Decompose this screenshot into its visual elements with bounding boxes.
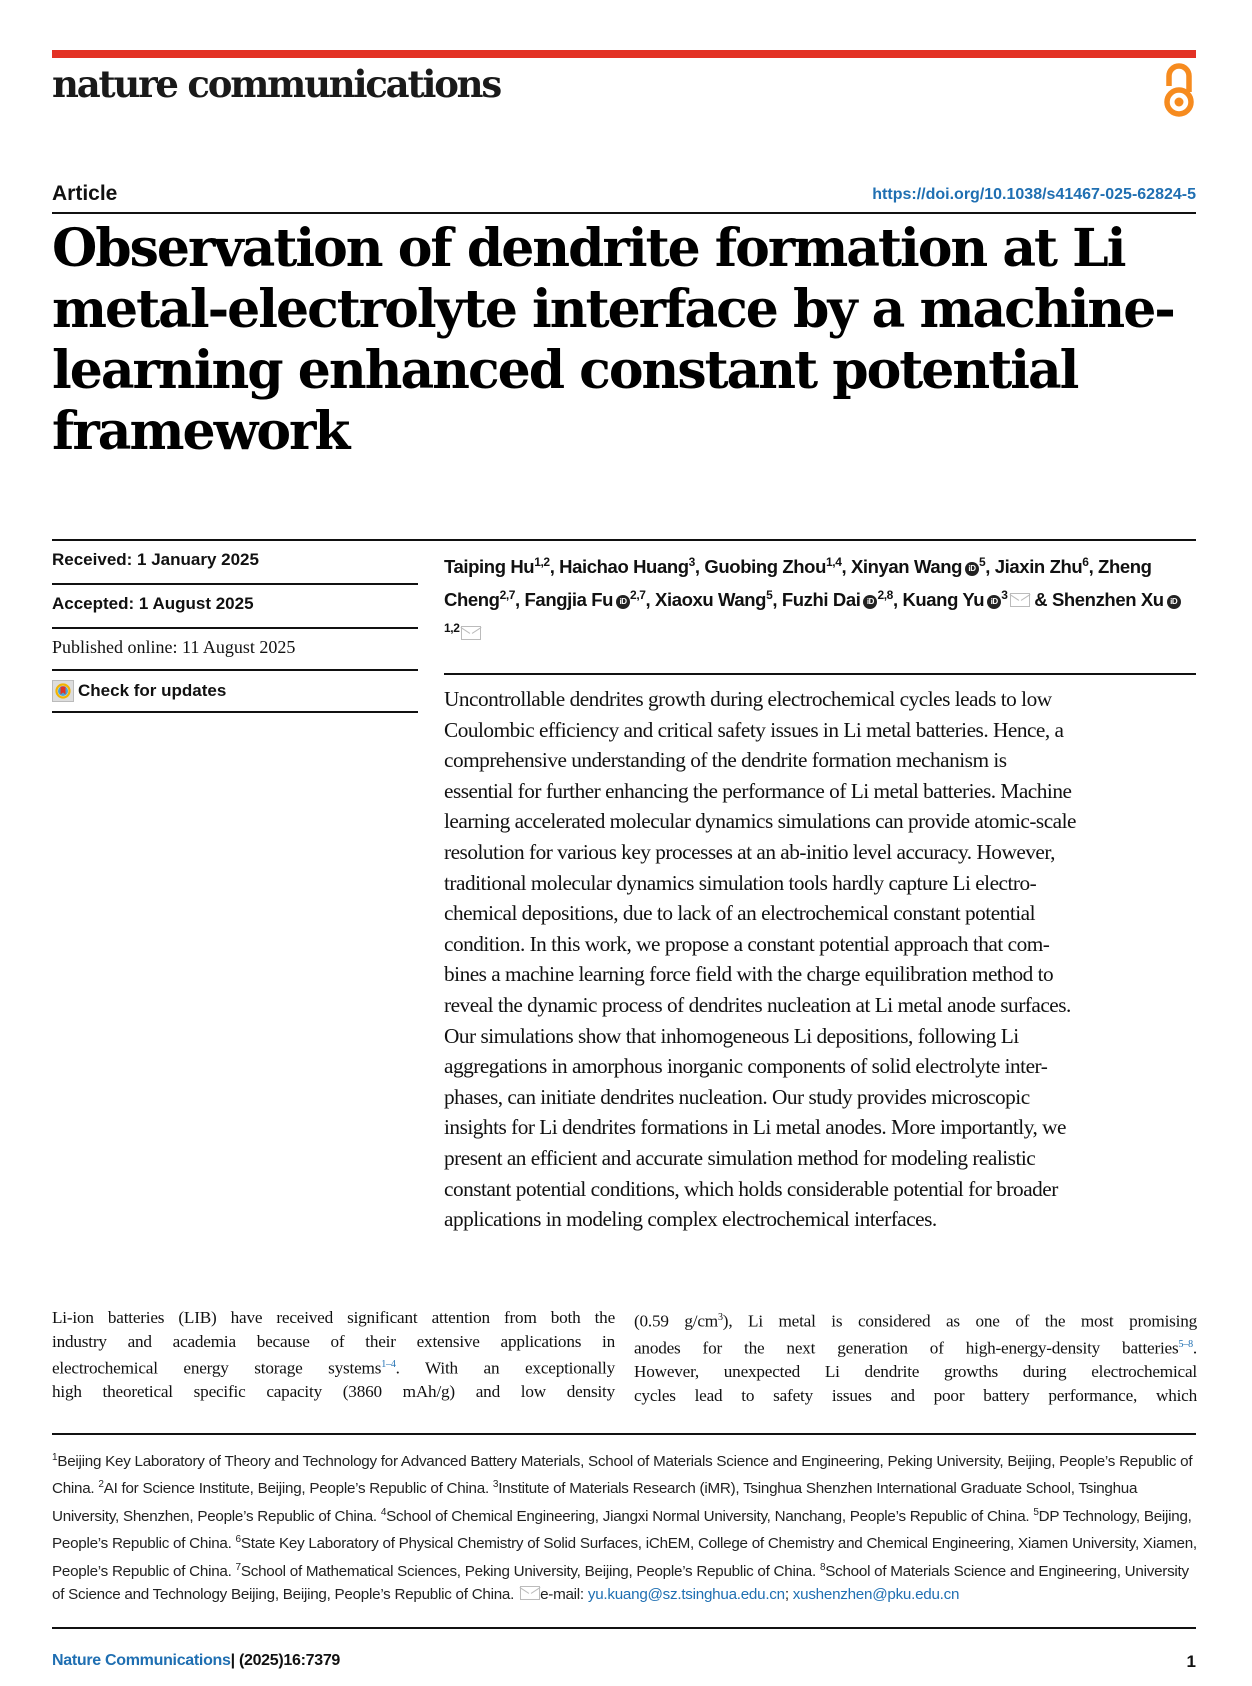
affiliation-text: School of Chemical Engineering, Jiangxi Normal University, Nanchang, People’s Republic of China. — [386, 1508, 1034, 1525]
check-for-updates-button[interactable] — [52, 680, 226, 702]
email-link[interactable]: xushenzhen@pku.edu.cn — [792, 1586, 960, 1604]
envelope-icon[interactable] — [1010, 593, 1030, 607]
meta-divider — [52, 669, 418, 671]
body-line — [634, 1306, 1197, 1333]
email-link[interactable]: yu.kuang@sz.tsinghua.edu.cn — [587, 1586, 785, 1604]
affiliation-number: 8 — [819, 1561, 826, 1573]
author-affiliation-marker: 5 — [766, 588, 773, 603]
footer-volume: | (2025)16:7379 — [230, 1652, 341, 1669]
abstract-line: learning accelerated molecular dynamics simulations can provide atomic-scale — [444, 809, 1076, 834]
envelope-icon — [520, 1586, 540, 1600]
abstract — [444, 684, 1197, 1235]
affiliation-number: 1 — [52, 1452, 58, 1463]
orcid-icon[interactable]: iD — [965, 562, 979, 576]
published-date: Published online: 11 August 2025 — [52, 637, 296, 657]
author-list: Taiping Hu$^{1,2}$, Haichao Huang$^3$, Guobing Zhou$^{1,4}$, Xinyan Wang iD $^5$, Jiaxin Zhu$^6$, Zheng Cheng$^{2,7}$, Fangjia Fu iD $^{2,7}$, Xiaoxu Wang$^5$, Fuzhi Dai iD $^{2,8}$, Kuang Yu iD $^3$ & Shenzhen Xu iD$^{1,2}$ — [444, 548, 1196, 647]
affiliation-text: Beijing Key Laboratory of Theory and Technology for Advanced Battery Materials, School of Materials Science and Engineering, Peking University, Beijing, People’s Republic of China. — [52, 1453, 1193, 1498]
footer-journal-link[interactable]: Nature Communications — [52, 1652, 231, 1669]
abstract-line: Our simulations show that inhomogeneous Li depositions, following Li — [444, 1023, 1019, 1048]
body-line: cycles lead to safety issues and poor battery performance, which — [634, 1385, 1197, 1405]
affiliation-text: School of Mathematical Sciences, Peking University, Beijing, People’s Republic of China. — [240, 1562, 820, 1580]
body-line: high theoretical specific capacity (3860 mAh/g) and low density — [52, 1382, 615, 1402]
affiliation-text: DP Technology, Beijing, People’s Republic of China. — [52, 1508, 1192, 1553]
body-line: industry and academia because of their extensive applications in — [52, 1331, 615, 1351]
page-number: 1 — [1186, 1652, 1196, 1671]
body-line — [52, 1353, 615, 1380]
meta-divider — [52, 711, 418, 713]
author-affiliation-marker: 2,7 — [630, 588, 646, 603]
author-name[interactable]: Fuzhi Dai — [781, 589, 861, 611]
abstract-line: condition. In this work, we propose a constant potential approach that com- — [444, 931, 1050, 956]
body-text: electrochemical energy storage systems — [52, 1358, 382, 1378]
author-name[interactable]: Xiaoxu Wang — [655, 589, 767, 611]
author-name[interactable]: Fangjia Fu — [524, 589, 614, 611]
abstract-line: essential for further enhancing the performance of Li metal batteries. Machine — [444, 778, 1072, 803]
affiliation-number: 6 — [235, 1534, 241, 1546]
body-column-right — [634, 1306, 1197, 1407]
body-line: Li-ion batteries (LIB) have received significant attention from both the — [52, 1308, 615, 1327]
abstract-rule — [444, 673, 1196, 675]
abstract-line: applications in modeling complex electrochemical interfaces. — [444, 1207, 937, 1232]
body-line: However, unexpected Li dendrite growths during electrochemical — [634, 1362, 1197, 1382]
abstract-line: chemical depositions, due to lack of an electrochemical constant potential — [444, 901, 1036, 926]
abstract-line: traditional molecular dynamics simulation tools hardly capture Li electro- — [444, 870, 1037, 895]
abstract-line: Coulombic efficiency and critical safety issues in Li metal batteries. Hence, a — [444, 717, 1064, 742]
author-name[interactable]: Xinyan Wang — [850, 556, 963, 578]
abstract-line: reveal the dynamic process of dendrites nucleation at Li metal anode surfaces. — [444, 992, 1071, 1017]
affiliation-number: 7 — [235, 1561, 241, 1573]
doi-link[interactable]: https://doi.org/10.1038/s41467-025-62824-5 — [872, 186, 1196, 203]
check-updates-icon — [52, 680, 74, 702]
body-column-left — [52, 1306, 615, 1404]
author-affiliation-marker: 1,2 — [444, 621, 460, 636]
footer-rule — [52, 1627, 1196, 1629]
open-access-lock-icon — [1160, 62, 1200, 122]
author-affiliation-marker: 1,4 — [825, 555, 842, 569]
citation-link[interactable]: 5–8 — [1178, 1339, 1193, 1351]
author-affiliation-marker: 2,8 — [877, 588, 893, 603]
abstract-line: insights for Li dendrites formations in Li metal anodes. More importantly, we — [444, 1115, 1066, 1140]
affiliation-number: 2 — [98, 1479, 104, 1491]
abstract-line: phases, can initiate dendrites nucleation. Our study provides microscopic — [444, 1084, 1030, 1109]
abstract-line: constant potential conditions, which holds considerable potential for broader — [444, 1176, 1058, 1201]
affiliation-number: 5 — [1033, 1506, 1039, 1518]
abstract-line: resolution for various key processes at an ab-initio level accuracy. However, — [444, 839, 1055, 864]
footer-citation — [52, 1652, 340, 1670]
body-text: anodes for the next generation of high-energy-density batteries — [634, 1338, 1179, 1358]
body-text: ), Li metal is considered as one of the most promising — [722, 1311, 1198, 1331]
envelope-icon[interactable] — [461, 626, 481, 640]
author-affiliation-marker: 3 — [688, 555, 695, 569]
orcid-icon[interactable]: iD — [987, 595, 1001, 609]
header-rule — [52, 212, 1196, 214]
orcid-icon[interactable]: iD — [616, 595, 630, 609]
author-name[interactable]: Jiaxin Zhu — [994, 556, 1083, 578]
affiliation-text: Institute of Materials Research (iMR), Tsinghua Shenzhen International Graduate School, Tsinghua University, Shenzhen, People’s Republic of China. — [52, 1480, 1138, 1525]
orcid-icon[interactable]: iD — [863, 595, 877, 609]
article-title: Observation of dendrite formation at Li metal-electrolyte interface by a machine-learning enhanced constant potential framework — [52, 218, 1174, 462]
author-affiliation-marker: 2,7 — [499, 588, 516, 603]
author-name[interactable]: Shenzhen Xu — [1051, 589, 1164, 611]
affiliation-number: 3 — [492, 1479, 499, 1491]
journal-brand-bar — [52, 50, 1196, 58]
affiliation-text: AI for Science Institute, Beijing, People’s Republic of China. — [103, 1480, 493, 1498]
citation-link[interactable]: 1–4 — [381, 1359, 396, 1370]
journal-logo: nature communications — [52, 62, 501, 106]
author-affiliation-marker: 6 — [1082, 555, 1089, 569]
author-affiliation-marker: 1,2 — [534, 555, 550, 569]
affiliations: $^1$Beijing Key Laboratory of Theory and Technology for Advanced Battery Materials, School of Materials Science and Engineering, Peking University, Beijing, People’s Republic of China. $^2$AI for Science Institute, Beijing, People’s Republic of China. $^3$Institute of Materials Research (iMR), Tsinghua Shenzhen International Graduate School, Tsinghua University, Shenzhen, People’s Republic of China. $^4$School of Chemical Engineering, Jiangxi Normal University, Nanchang, People’s Republic of China. $^5$DP Technology, Beijing, People’s Republic of China. $^6$State Key Laboratory of Physical Chemistry of Solid Surfaces, iChEM, College of Chemistry and Chemical Engineering, Xiamen University, Xiamen, People’s Republic of China. $^7$School of Mathematical Sciences, Peking University, Beijing, People’s Republic of China. $^8$School of Materials Science and Engineering, University of Science and Technology Beijing, Beijing, People’s Republic of China. e-mail: yu.kuang@sz.tsinghua.edu.cn; xushenzhen@pku.edu.cn — [52, 1452, 1197, 1604]
affiliation-number: 4 — [380, 1506, 387, 1518]
article-type-label: Article — [52, 182, 118, 205]
abstract-line: aggregations in amorphous inorganic components of solid electrolyte inter- — [444, 1054, 1048, 1079]
check-updates-label: Check for updates — [78, 681, 227, 700]
orcid-icon[interactable]: iD — [1167, 595, 1181, 609]
abstract-line: present an efficient and accurate simulation method for modeling realistic — [444, 1145, 1036, 1170]
author-name[interactable]: Kuang Yu — [902, 589, 985, 611]
meta-rule-top — [52, 539, 1196, 541]
author-name[interactable]: Taiping Hu — [444, 556, 535, 578]
body-text: . With an exceptionally — [395, 1358, 616, 1378]
meta-divider — [52, 627, 418, 629]
affiliation-text: State Key Laboratory of Physical Chemistry of Solid Surfaces, iChEM, College of Chemistry and Chemical Engineering, Xiamen University, Xiamen, People’s Republic of China. — [52, 1535, 1197, 1580]
email-label: e-mail: — [540, 1586, 588, 1604]
body-text: (0.59 g/cm — [634, 1311, 718, 1331]
author-name[interactable]: Zheng Cheng — [444, 556, 1152, 611]
affiliations-rule — [52, 1433, 1196, 1435]
abstract-line: Uncontrollable dendrites growth during electrochemical cycles leads to low — [444, 687, 1052, 711]
accepted-date: Accepted: 1 August 2025 — [52, 594, 254, 613]
author-name[interactable]: Guobing Zhou — [704, 556, 826, 578]
author-affiliation-marker: 3 — [1001, 588, 1008, 603]
body-line: anodes for the next generation of high-energy-density batteries$^{5-8}$. — [634, 1338, 1197, 1358]
received-date: Received: 1 January 2025 — [52, 550, 259, 569]
author-name[interactable]: Haichao Huang — [559, 556, 689, 578]
meta-divider — [52, 583, 418, 585]
affiliation-text: School of Materials Science and Engineering, University of Science and Technology Beijing, Beijing, People’s Republic of China. — [52, 1562, 1189, 1604]
abstract-line: bines a machine learning force field with the charge equilibration method to — [444, 962, 1054, 987]
author-affiliation-marker: 5 — [979, 555, 986, 569]
abstract-line: comprehensive understanding of the dendrite formation mechanism is — [444, 748, 1007, 773]
superscript: 3 — [717, 1312, 723, 1323]
